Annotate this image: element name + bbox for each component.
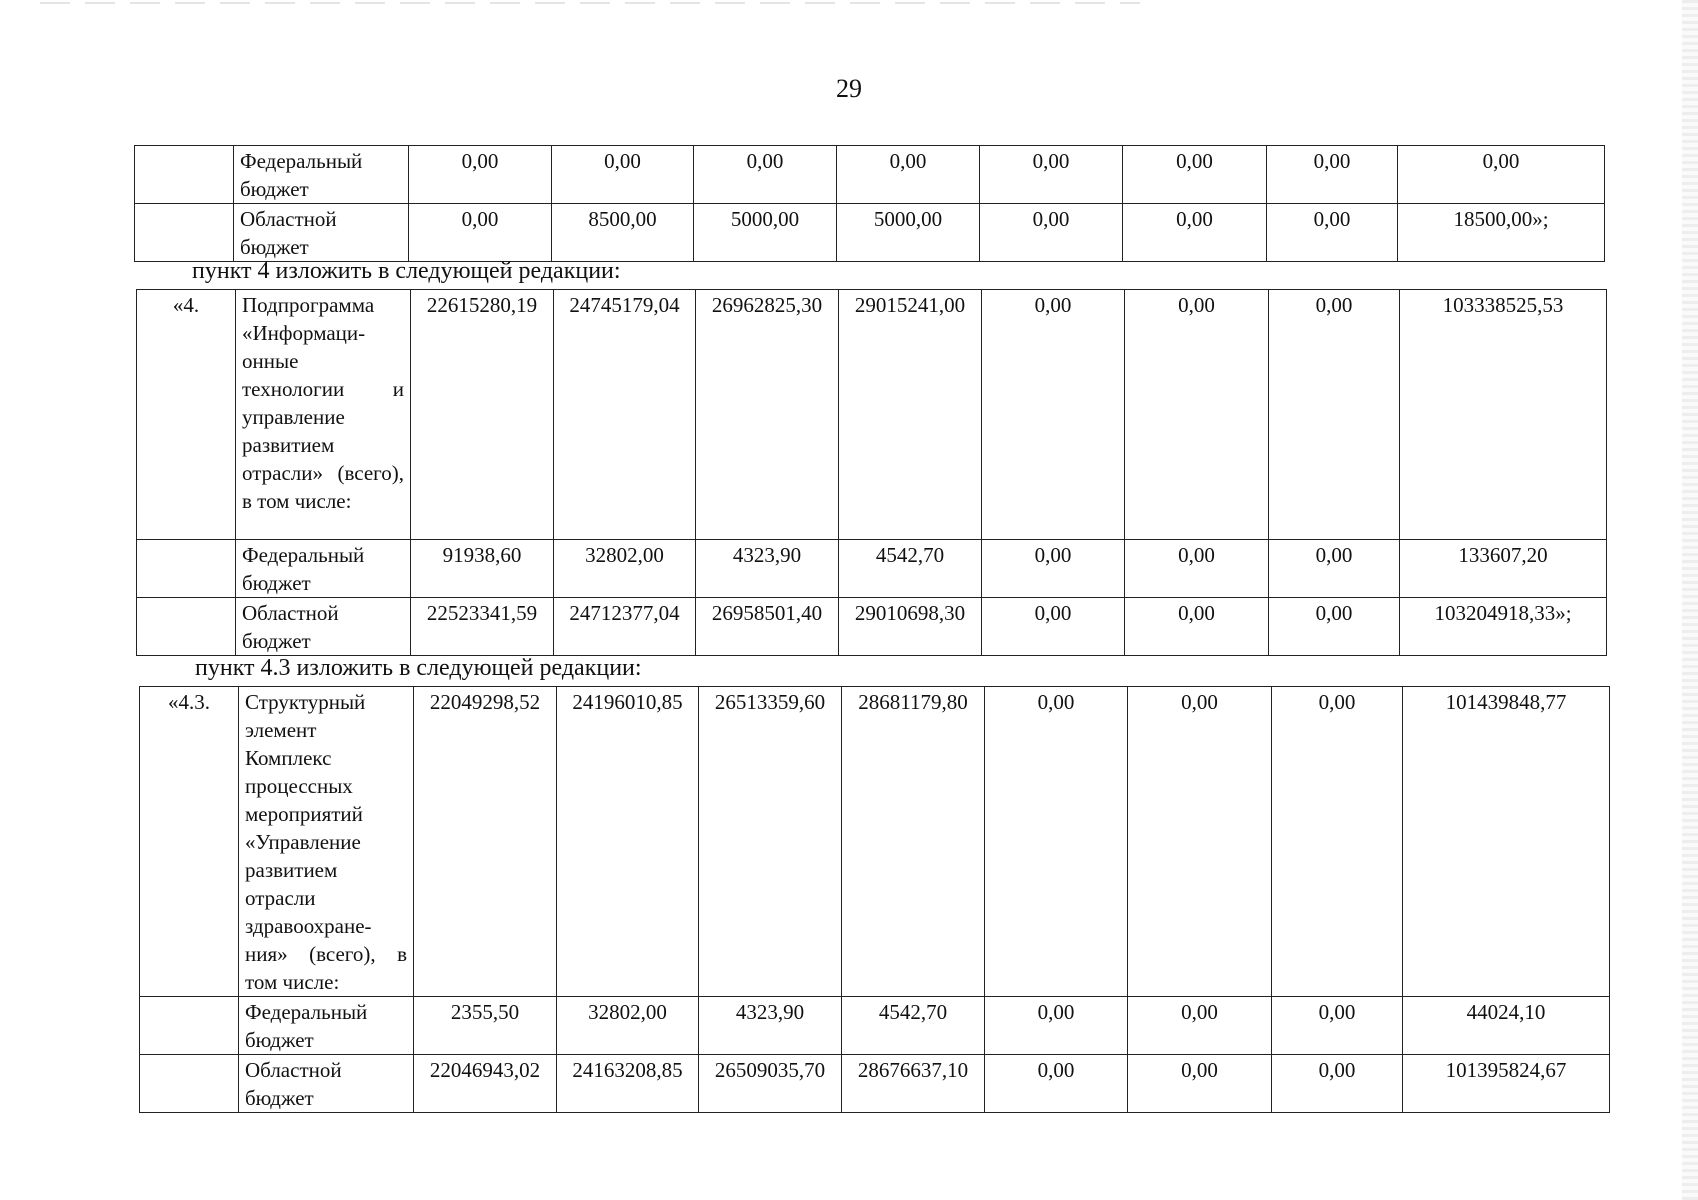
value-cell: 0,00 xyxy=(1125,540,1269,598)
value-cell: 0,00 xyxy=(1125,598,1269,656)
value-cell: 0,00 xyxy=(1267,204,1398,262)
value-cell: 0,00 xyxy=(1267,146,1398,204)
instruction-point-4-3: пункт 4.3 изложить в следующей редакции: xyxy=(195,655,642,681)
table-row xyxy=(137,598,1607,656)
table-row xyxy=(135,204,1605,262)
value-cell: 22523341,59 xyxy=(411,598,554,656)
value-cell: 0,00 xyxy=(985,997,1128,1055)
value-cell: 0,00 xyxy=(1269,290,1400,540)
value-cell: 28676637,10 xyxy=(842,1055,985,1113)
value-cell: 24163208,85 xyxy=(557,1055,699,1113)
page-number: 29 xyxy=(836,74,862,103)
instruction-point-4: пункт 4 изложить в следующей редакции: xyxy=(192,258,621,284)
value-cell: 4542,70 xyxy=(839,540,982,598)
value-cell: 91938,60 xyxy=(411,540,554,598)
row-index xyxy=(137,598,236,656)
value-cell: 22615280,19 xyxy=(411,290,554,540)
value-cell: 0,00 xyxy=(980,146,1123,204)
row-label: Федеральный бюджет xyxy=(239,997,414,1055)
value-cell: 0,00 xyxy=(980,204,1123,262)
value-cell: 0,00 xyxy=(982,598,1125,656)
table-row xyxy=(140,997,1610,1055)
table-row xyxy=(135,146,1605,204)
row-label: Областной бюджет xyxy=(234,204,409,262)
value-cell: 0,00 xyxy=(1128,1055,1272,1113)
value-cell: 26958501,40 xyxy=(696,598,839,656)
budget-table-point-4-3 xyxy=(139,686,1610,1113)
value-cell: 0,00 xyxy=(982,290,1125,540)
table-row xyxy=(137,290,1607,540)
value-cell: 26513359,60 xyxy=(699,687,842,997)
value-cell: 4323,90 xyxy=(699,997,842,1055)
value-cell: 101439848,77 xyxy=(1403,687,1610,997)
row-label: Областной бюджет xyxy=(239,1055,414,1113)
budget-table-continuation xyxy=(134,145,1605,262)
value-cell: 0,00 xyxy=(409,146,552,204)
value-cell: 0,00 xyxy=(1125,290,1269,540)
value-cell: 0,00 xyxy=(837,146,980,204)
value-cell: 0,00 xyxy=(1123,146,1267,204)
budget-table-point-4 xyxy=(136,289,1607,656)
value-cell: 5000,00 xyxy=(694,204,837,262)
value-cell: 0,00 xyxy=(982,540,1125,598)
row-label: Областной бюджет xyxy=(236,598,411,656)
value-cell: 103204918,33»; xyxy=(1400,598,1607,656)
value-cell: 101395824,67 xyxy=(1403,1055,1610,1113)
row-label: Подпрограмма «Информаци-онные технологии и управление развитием отрасли» (всего), в том числе: xyxy=(236,290,411,540)
row-index: «4. xyxy=(137,290,236,540)
scan-artifact-top xyxy=(40,2,1140,4)
value-cell: 5000,00 xyxy=(837,204,980,262)
value-cell: 4323,90 xyxy=(696,540,839,598)
row-label: Структурный элемент Комплекс процессных мероприятий «Управление развитием отрасли здравоохране-ния» (всего), в том числе: xyxy=(239,687,414,997)
value-cell: 2355,50 xyxy=(414,997,557,1055)
row-index xyxy=(140,1055,239,1113)
value-cell: 0,00 xyxy=(1269,540,1400,598)
value-cell: 0,00 xyxy=(1398,146,1605,204)
value-cell: 18500,00»; xyxy=(1398,204,1605,262)
value-cell: 28681179,80 xyxy=(842,687,985,997)
value-cell: 0,00 xyxy=(694,146,837,204)
value-cell: 103338525,53 xyxy=(1400,290,1607,540)
row-index xyxy=(135,204,234,262)
value-cell: 4542,70 xyxy=(842,997,985,1055)
value-cell: 32802,00 xyxy=(557,997,699,1055)
row-index xyxy=(140,997,239,1055)
value-cell: 22046943,02 xyxy=(414,1055,557,1113)
value-cell: 24712377,04 xyxy=(554,598,696,656)
value-cell: 44024,10 xyxy=(1403,997,1610,1055)
value-cell: 24745179,04 xyxy=(554,290,696,540)
value-cell: 0,00 xyxy=(1269,598,1400,656)
value-cell: 0,00 xyxy=(409,204,552,262)
value-cell: 0,00 xyxy=(1128,997,1272,1055)
value-cell: 32802,00 xyxy=(554,540,696,598)
value-cell: 29015241,00 xyxy=(839,290,982,540)
value-cell: 22049298,52 xyxy=(414,687,557,997)
row-index xyxy=(137,540,236,598)
value-cell: 8500,00 xyxy=(552,204,694,262)
value-cell: 0,00 xyxy=(985,1055,1128,1113)
value-cell: 29010698,30 xyxy=(839,598,982,656)
value-cell: 0,00 xyxy=(552,146,694,204)
scan-artifact-edge xyxy=(1682,0,1698,1200)
row-label: Федеральный бюджет xyxy=(236,540,411,598)
table-row xyxy=(140,687,1610,997)
row-index xyxy=(135,146,234,204)
value-cell: 24196010,85 xyxy=(557,687,699,997)
value-cell: 0,00 xyxy=(1123,204,1267,262)
table-row xyxy=(137,540,1607,598)
value-cell: 0,00 xyxy=(1272,1055,1403,1113)
row-index: «4.3. xyxy=(140,687,239,997)
value-cell: 0,00 xyxy=(985,687,1128,997)
value-cell: 0,00 xyxy=(1128,687,1272,997)
value-cell: 26509035,70 xyxy=(699,1055,842,1113)
table-row xyxy=(140,1055,1610,1113)
value-cell: 133607,20 xyxy=(1400,540,1607,598)
row-label: Федеральный бюджет xyxy=(234,146,409,204)
value-cell: 0,00 xyxy=(1272,687,1403,997)
value-cell: 0,00 xyxy=(1272,997,1403,1055)
value-cell: 26962825,30 xyxy=(696,290,839,540)
